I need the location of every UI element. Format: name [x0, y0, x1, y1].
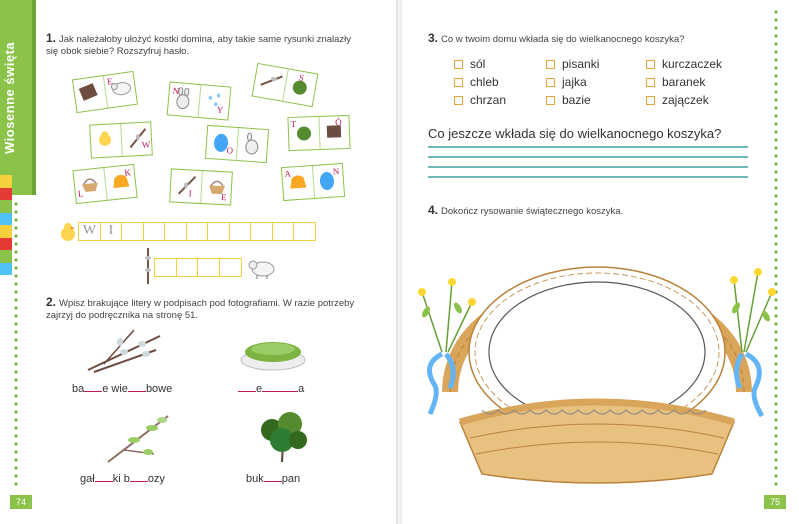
caption-part: e: [256, 383, 263, 395]
caption-part: bowe: [145, 383, 173, 395]
checkbox-item[interactable]: [646, 57, 722, 71]
checkbox[interactable]: [646, 60, 655, 69]
blank[interactable]: [128, 382, 146, 392]
writing-line[interactable]: [428, 176, 748, 178]
extra-question: Co jeszcze wkłada się do wielkanocnego koszyka?: [428, 126, 722, 141]
checkbox[interactable]: [546, 60, 555, 69]
rabbit-icon: [241, 132, 263, 157]
caption-boxwood: [246, 472, 300, 485]
checkbox-label: chleb: [470, 75, 499, 89]
domino-letter: S: [298, 72, 305, 84]
blank[interactable]: [95, 472, 113, 482]
domino-letter: W: [141, 139, 151, 150]
answer-box[interactable]: W: [78, 222, 101, 241]
domino-half: [103, 72, 137, 108]
checkbox-label: chrzan: [470, 93, 507, 107]
page-number-right: 75: [764, 495, 786, 509]
domino-letter: L: [77, 188, 84, 199]
task1-instruction: [46, 32, 364, 58]
lamb-icon: [247, 256, 277, 280]
task3-instruction: [428, 32, 748, 46]
task2-instruction: [46, 296, 366, 322]
checkbox[interactable]: [546, 96, 555, 105]
domino-8[interactable]: [169, 168, 233, 205]
checkbox-label: jajka: [562, 75, 587, 89]
checkbox-label: bazie: [562, 93, 591, 107]
task2-number: 2.: [46, 295, 57, 309]
blank[interactable]: [262, 382, 298, 392]
basket-drawing: [412, 232, 782, 494]
domino-letter: Y: [216, 104, 224, 116]
checkbox[interactable]: [546, 78, 555, 87]
writing-line[interactable]: [428, 166, 748, 168]
answer-box[interactable]: [219, 258, 242, 277]
checkbox-label: pisanki: [562, 57, 600, 71]
catkin-branch-icon: [142, 246, 154, 286]
domino-half: [104, 165, 137, 200]
caption-part: ba: [72, 383, 85, 395]
boxwood-photo: [252, 404, 316, 464]
caption-part: e wie: [102, 383, 128, 395]
branches-photo: [104, 410, 174, 465]
checkbox[interactable]: [454, 96, 463, 105]
domino-4[interactable]: [89, 121, 153, 158]
catkin-branch-icon: [175, 174, 200, 197]
domino-letter: I: [188, 188, 192, 199]
answer-box[interactable]: [250, 222, 273, 241]
domino-letter: K: [123, 167, 132, 178]
writing-line[interactable]: [428, 146, 748, 148]
answer-box[interactable]: [176, 258, 199, 277]
task3-number: 3.: [428, 31, 439, 45]
answer-box[interactable]: [143, 222, 166, 241]
page-number-left: 74: [10, 495, 32, 509]
writing-line[interactable]: [428, 156, 748, 158]
catkin-branch-icon: [258, 69, 285, 93]
checkbox[interactable]: [454, 78, 463, 87]
blank[interactable]: [84, 382, 102, 392]
answer-box[interactable]: [186, 222, 209, 241]
caption-part: a: [298, 383, 305, 395]
checkbox-label: kurczaczek: [662, 57, 723, 71]
side-tab: [0, 0, 32, 195]
cress-photo: [238, 334, 308, 374]
domino-half: [90, 124, 122, 158]
answer-box[interactable]: [197, 258, 220, 277]
domino-half: [312, 164, 344, 198]
domino-letter: T: [290, 118, 297, 129]
answer-box[interactable]: [229, 222, 252, 241]
checkbox-item[interactable]: [646, 93, 709, 107]
domino-half: [283, 69, 318, 106]
password-row-2: [154, 258, 240, 277]
checkbox[interactable]: [646, 96, 655, 105]
task4-number: 4.: [428, 203, 439, 217]
checkbox[interactable]: [646, 78, 655, 87]
caption-part: gał: [80, 473, 95, 485]
domino-7[interactable]: [72, 164, 137, 204]
blank[interactable]: [238, 382, 256, 392]
domino-half: [121, 122, 152, 156]
checkbox-item[interactable]: [546, 93, 591, 107]
answer-box[interactable]: I: [100, 222, 123, 241]
checkbox-item[interactable]: [454, 93, 506, 107]
answer-box[interactable]: [207, 222, 230, 241]
color-strip: [0, 175, 12, 275]
caption-pussy-willow: [72, 382, 172, 395]
caption-part: ki b: [112, 473, 130, 485]
answer-box[interactable]: [154, 258, 177, 277]
checkbox[interactable]: [454, 60, 463, 69]
blank[interactable]: [130, 472, 148, 482]
answer-box[interactable]: [293, 222, 316, 241]
checkbox-item[interactable]: [454, 75, 499, 89]
chocolate-icon: [78, 81, 101, 104]
caption-part: pan: [281, 473, 301, 485]
chick-icon: [94, 128, 115, 149]
checkbox-label: sól: [470, 57, 486, 71]
caption-branches: [80, 472, 165, 485]
domino-6[interactable]: [287, 115, 350, 151]
domino-letter: N: [332, 166, 340, 177]
domino-2[interactable]: [167, 81, 232, 120]
domino-5[interactable]: [205, 125, 269, 163]
domino-letter: N: [172, 85, 180, 97]
caption-part: ozy: [147, 473, 165, 485]
domino-half: [282, 166, 315, 200]
task1-text: Jak należałoby ułożyć kostki domina, aby takie same rysunki znalazły się obok siebie? Rozszyfruj hasło.: [46, 34, 352, 57]
domino-half: [73, 168, 107, 203]
domino-half: [198, 85, 230, 119]
domino-half: [170, 169, 202, 203]
password-row-1: [78, 222, 315, 241]
checkbox-item[interactable]: [646, 75, 705, 89]
domino-half: [319, 116, 350, 149]
side-tab-label: Wiosenne święta: [2, 41, 17, 155]
answer-box[interactable]: [164, 222, 187, 241]
answer-box[interactable]: [272, 222, 295, 241]
task4-instruction: [428, 204, 748, 218]
caption-cress: [238, 382, 304, 395]
task2-text: Wpisz brakujące litery w podpisach pod fotografiami. W razie potrzeby zajrzyj do podręcznika na stronę 51.: [46, 298, 355, 321]
domino-half: [168, 82, 201, 117]
chick-icon: [58, 220, 78, 244]
checkbox-label: baranek: [662, 75, 706, 89]
domino-letter: O: [226, 145, 234, 156]
domino-half: [236, 128, 268, 162]
dotted-border: [14, 200, 18, 490]
domino-letter: A: [284, 168, 292, 179]
domino-half: [206, 126, 239, 160]
checkbox-item[interactable]: [546, 75, 587, 89]
domino-9[interactable]: [281, 163, 345, 201]
task3-text: Co w twoim domu wkłada się do wielkanocnego koszyka?: [441, 34, 685, 45]
caption-part: buk: [246, 473, 264, 485]
domino-half: [201, 171, 232, 205]
pussy-willow-photo: [84, 326, 164, 376]
task4-text: Dokończ rysowanie świątecznego koszyka.: [441, 206, 624, 217]
checkbox-label: zajączek: [662, 93, 709, 107]
side-tab-fold: [32, 0, 36, 195]
domino-letter: E: [220, 192, 227, 203]
domino-letter: Ó: [334, 117, 342, 128]
domino-letter: E: [106, 75, 114, 87]
checkbox-item[interactable]: [454, 57, 485, 71]
domino-half: [73, 76, 108, 112]
blank[interactable]: [264, 472, 282, 482]
answer-box[interactable]: [121, 222, 144, 241]
domino-half: [288, 117, 320, 150]
task1-number: 1.: [46, 31, 57, 45]
checkbox-item[interactable]: [546, 57, 599, 71]
